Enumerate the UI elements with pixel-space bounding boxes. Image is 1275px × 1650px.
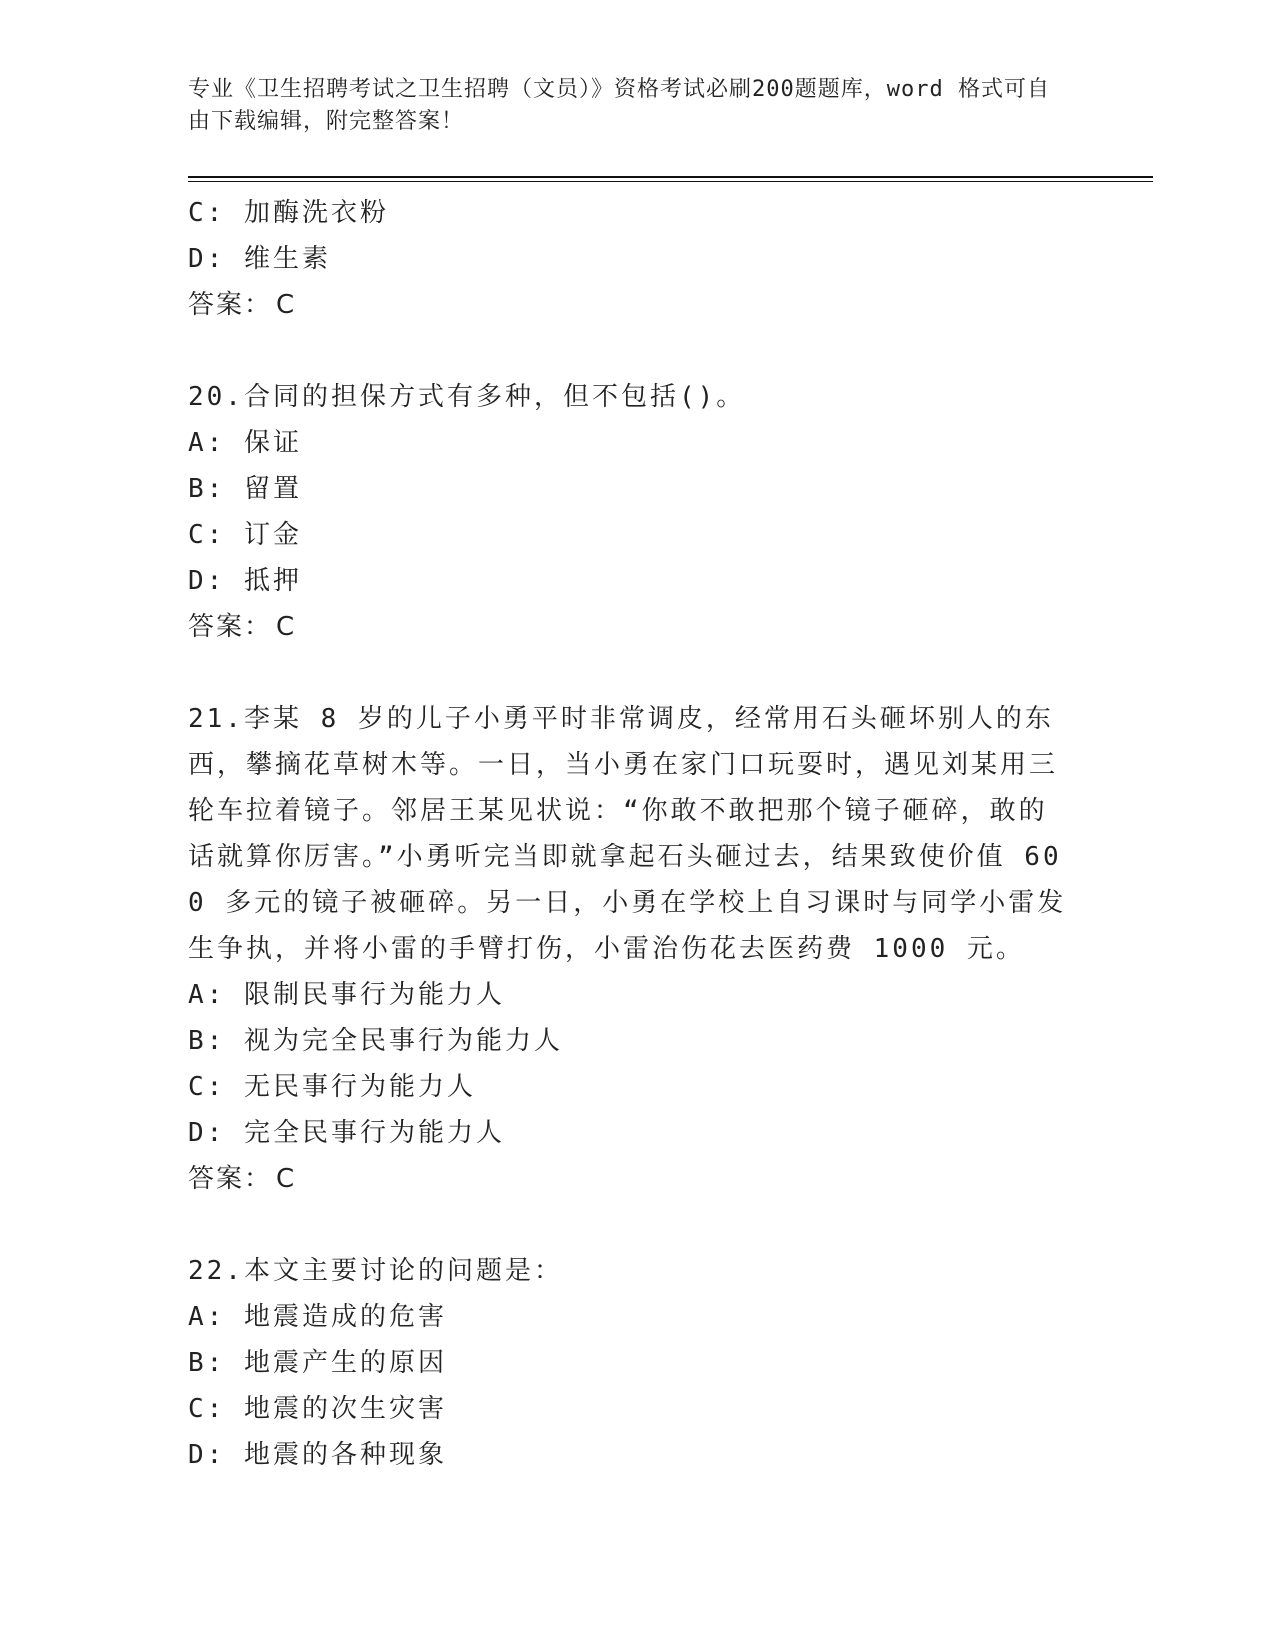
question-20 <box>188 374 1068 650</box>
answer-label: 答案： <box>188 1164 273 1194</box>
answer-label: 答案： <box>188 612 273 642</box>
option-b: B: 视为完全民事行为能力人 <box>188 1026 563 1056</box>
question-stem: 21.李某 8 岁的儿子小勇平时非常调皮，经常用石头砸坏别人的东西，攀摘花草树木等。一日，当小勇在家门口玩耍时，遇见刘某用三轮车拉着镜子。邻居王某见状说：“你敢不敢把那个镜子砸碎，敢的话就算你厉害。”小勇听完当即就拿起石头砸过去，结果致使价值 600 多元的镜子被砸碎。另一日，小勇在学校上自习课时与同学小雷发生争执，并将小雷的手臂打伤，小雷治伤花去医药费 1000 元。 <box>188 704 1067 964</box>
option-d: D: 维生素 <box>188 244 331 274</box>
answer-line <box>188 282 1068 328</box>
answer-value: C <box>276 290 295 320</box>
answer-value: C <box>276 612 295 642</box>
answer-label: 答案： <box>188 290 273 320</box>
question-22 <box>188 1248 1068 1478</box>
option-a: A: 保证 <box>188 428 302 458</box>
option-c: C: 加酶洗衣粉 <box>188 198 389 228</box>
option-d: D: 完全民事行为能力人 <box>188 1118 505 1148</box>
answer-value: C <box>276 1164 295 1194</box>
option-b: B: 留置 <box>188 474 302 504</box>
answer-line <box>188 604 1068 650</box>
page-header: 专业《卫生招聘考试之卫生招聘（文员）》资格考试必刷200题题库，word 格式可自由下载编辑，附完整答案！ <box>188 77 1050 134</box>
option-a: A: 地震造成的危害 <box>188 1302 447 1332</box>
question-list <box>188 190 1068 1478</box>
spacer <box>188 328 1068 374</box>
option-a: A: 限制民事行为能力人 <box>188 980 505 1010</box>
option-c: C: 订金 <box>188 520 302 550</box>
option-c: C: 无民事行为能力人 <box>188 1072 476 1102</box>
option-c: C: 地震的次生灾害 <box>188 1394 447 1424</box>
option-d: D: 抵押 <box>188 566 302 596</box>
option-b: B: 地震产生的原因 <box>188 1348 447 1378</box>
answer-line <box>188 1156 1068 1202</box>
question-19 <box>188 190 1068 328</box>
spacer <box>188 650 1068 696</box>
header-divider-thin <box>188 181 1153 182</box>
spacer <box>188 1202 1068 1248</box>
question-stem: 22.本文主要讨论的问题是： <box>188 1256 563 1286</box>
option-d: D: 地震的各种现象 <box>188 1440 447 1470</box>
header-divider-thick <box>188 176 1153 178</box>
question-stem: 20.合同的担保方式有多种，但不包括()。 <box>188 382 746 412</box>
question-21 <box>188 696 1068 1202</box>
